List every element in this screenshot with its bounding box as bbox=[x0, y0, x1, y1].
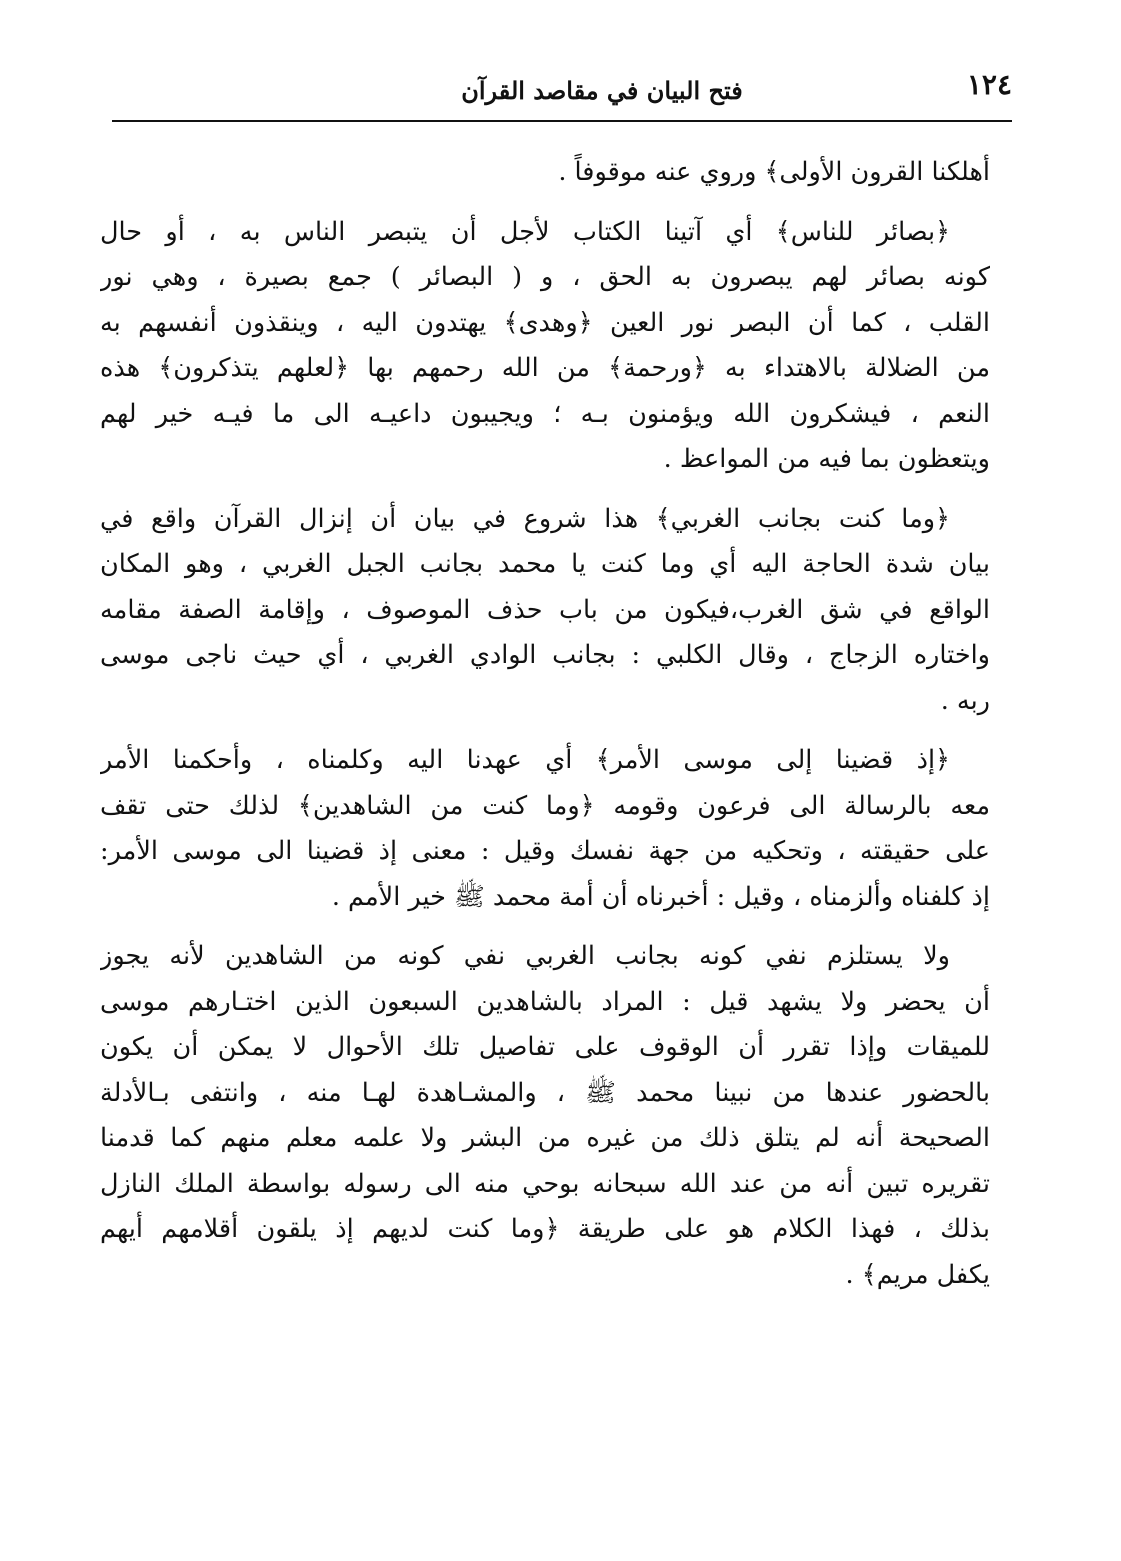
text-line: ويتعظون بما فيه من المواعظ . bbox=[663, 444, 990, 474]
text-line: واختاره الزجاج ، وقال الكلبي : بجانب الوادي الغربي ، أي حيث ناجى موسى bbox=[100, 640, 990, 670]
text-line: بالحضور عندها من نبينا محمد ﷺ ، والمشـاهدة لهـا منه ، وانتفى بـالأدلة bbox=[100, 1077, 990, 1108]
body-text bbox=[100, 150, 990, 1312]
paragraph-5 bbox=[100, 934, 990, 1298]
text-line: القلب ، كما أن البصر نور العين ﴿وهدى﴾ يهتدون اليه ، وينقذون أنفسهم به bbox=[100, 307, 990, 338]
text-line: بيان شدة الحاجة اليه أي وما كنت يا محمد بجانب الجبل الغربي ، وهو المكان bbox=[100, 549, 990, 579]
text-line: تقريره تبين أنه من عند الله سبحانه بوحي منه الى رسوله بواسطة الملك النازل bbox=[100, 1168, 990, 1199]
text-line: على حقيقته ، وتحكيه من جهة نفسك وقيل : معنى إذ قضينا الى موسى الأمر: bbox=[100, 836, 990, 866]
book-title: فتح البيان في مقاصد القرآن bbox=[461, 76, 743, 105]
paragraph-4 bbox=[100, 738, 990, 920]
text-line: ﴿إذ قضينا إلى موسى الأمر﴾ أي عهدنا اليه وكلمناه ، وأحكمنا الأمر bbox=[100, 745, 950, 775]
header-rule bbox=[112, 120, 1012, 122]
paragraph-3 bbox=[100, 497, 990, 725]
text-line: ربه . bbox=[940, 685, 990, 716]
page-number: ١٢٤ bbox=[966, 68, 1012, 101]
text-line: للميقات وإذا تقرر أن الوقوف على تفاصيل تلك الأحوال لا يمكن أن يكون bbox=[100, 1032, 990, 1062]
text-line: أهلكنا القرون الأولى﴾ وروي عنه موقوفاً . bbox=[558, 157, 990, 187]
text-line: كونه بصائر لهم يبصرون به الحق ، و ( البصائر ) جمع بصيرة ، وهي نور bbox=[100, 262, 990, 292]
text-line: بذلك ، فهذا الكلام هو على طريقة ﴿وما كنت لديهم إذ يلقون أقلامهم أيهم bbox=[100, 1214, 990, 1244]
text-line: ﴿بصائر للناس﴾ أي آتينا الكتاب لأجل أن يتبصر الناس به ، أو حال bbox=[100, 216, 950, 247]
text-line: يكفل مريم﴾ . bbox=[845, 1259, 990, 1290]
text-line: معه بالرسالة الى فرعون وقومه ﴿وما كنت من الشاهدين﴾ لذلك حتى تقف bbox=[100, 790, 990, 821]
text-line: النعم ، فيشكرون الله ويؤمنون بـه ؛ ويجيبون داعيـه الى ما فيـه خير لهم bbox=[100, 398, 990, 429]
text-line: ﴿وما كنت بجانب الغربي﴾ هذا شروع في بيان أن إنزال القرآن واقع في bbox=[100, 503, 950, 534]
paragraph-2 bbox=[100, 210, 990, 483]
running-header bbox=[112, 64, 1012, 120]
text-line: الواقع في شق الغرب،فيكون من باب حذف الموصوف ، وإقامة الصفة مقامه bbox=[100, 594, 990, 625]
text-line: الصحيحة أنه لم يتلق ذلك من غيره من البشر ولا علمه معلم منهم كما قدمنا bbox=[100, 1123, 990, 1153]
paragraph-1 bbox=[100, 150, 990, 196]
text-line: إذ كلفناه وألزمناه ، وقيل : أخبرناه أن أمة محمد ﷺ خير الأمم . bbox=[331, 881, 990, 912]
text-line: من الضلالة بالاهتداء به ﴿ورحمة﴾ من الله رحمهم بها ﴿لعلهم يتذكرون﴾ هذه bbox=[100, 353, 990, 383]
text-line: ولا يستلزم نفي كونه بجانب الغربي نفي كونه من الشاهدين لأنه يجوز bbox=[100, 941, 950, 971]
text-line: أن يحضر ولا يشهد قيل : المراد بالشاهدين السبعون الذين اختـارهم موسى bbox=[100, 986, 990, 1017]
